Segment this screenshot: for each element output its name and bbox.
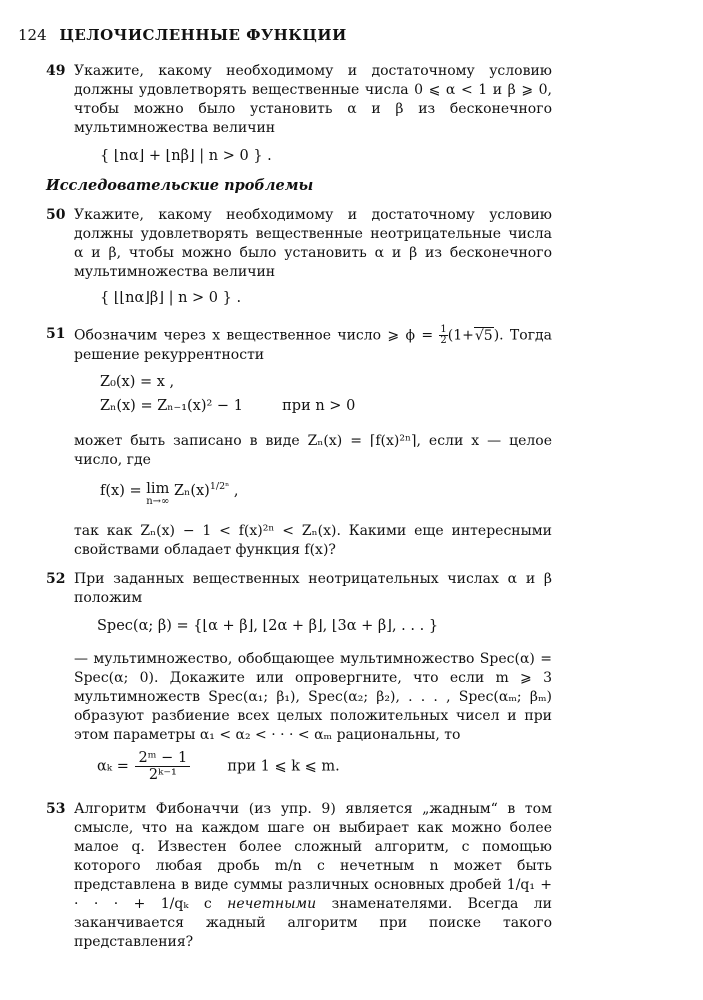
multiset-formula-49: { ⌊nα⌋ + ⌊nβ⌋ | n > 0 } . xyxy=(100,148,272,164)
alpha-fraction xyxy=(135,750,190,783)
exercise-text: так как Zₙ(x) − 1 < f(x)²ⁿ < Zₙ(x). Какими еще интересными свойствами обладает функция f(x)? xyxy=(74,523,552,558)
exercise-53 xyxy=(46,800,552,952)
text-part: (1+ xyxy=(447,327,474,344)
formula-exponent: 1/2ⁿ xyxy=(209,481,230,492)
lim-text: lim xyxy=(146,481,170,497)
limit-operator xyxy=(146,481,169,507)
exercise-number: 50 xyxy=(46,207,66,223)
alpha-condition: при 1 ⩽ k ⩽ m. xyxy=(227,758,340,775)
alpha-lhs: αₖ = xyxy=(97,758,134,775)
recurrence-equation: Zₙ(x) = Zₙ₋₁(x)² − 1 xyxy=(100,398,243,414)
exercise-number: 53 xyxy=(46,801,66,817)
exercise-52 xyxy=(46,570,552,608)
running-header xyxy=(18,26,347,44)
formula-lhs: f(x) = xyxy=(100,483,147,499)
multiset-formula-50: { ⌊⌊nα⌋β⌋ | n > 0 } . xyxy=(100,290,242,306)
emphasized-word: нечетными xyxy=(227,896,317,912)
page-number: 124 xyxy=(18,26,47,44)
exercise-text: — мультимножество, обобщающее мультимножество Spec(α) = Spec(α; 0). Докажите или опровергните, что если m ⩾ 3 мультимножеств Spec(α₁; β₁), Spec(α₂; β₂), . . . , Spec(αₘ; βₘ) образуют разбиение всех целых положительных чисел и при этом параметры α₁ < α₂ < · · · < αₘ рациональны, то xyxy=(74,651,552,743)
alpha-formula xyxy=(97,750,340,783)
exercise-49 xyxy=(46,62,552,138)
text-part: Обозначим через x вещественное число ⩾ ϕ = xyxy=(74,327,440,344)
sqrt-five: √5 xyxy=(474,327,493,344)
exercise-text xyxy=(74,800,552,952)
exercise-51-continued xyxy=(46,432,552,470)
fraction-denominator: 2ᵏ⁻¹ xyxy=(148,767,177,783)
one-half-fraction xyxy=(439,325,447,346)
text-part: Алгоритм Фибоначчи (из упр. 9) является „жадным“ в том смысле, что на каждом шаге он выбирает как можно более малое q. Известен более сложный алгоритм, с помощью которого любая дробь m/n с нечетным n может быть представлена в виде суммы различных основных дробей 1/q₁ + · · · + 1/qₖ с xyxy=(74,801,552,912)
recurrence-step xyxy=(100,398,355,414)
fraction-denominator: 2 xyxy=(440,335,447,346)
exercise-51 xyxy=(46,325,552,365)
exercise-text: Укажите, какому необходимому и достаточному условию должны удовлетворять вещественные числа 0 ⩽ α < 1 и β ⩾ 0, чтобы можно было установить α и β из бесконечного мультимножества величин xyxy=(74,63,552,136)
exercise-52-continued xyxy=(46,650,552,745)
exercise-number: 51 xyxy=(46,326,66,342)
spec-formula: Spec(α; β) = {⌊α + β⌋, ⌊2α + β⌋, ⌊3α + β⌋, . . . } xyxy=(97,618,439,634)
recurrence-condition: при n > 0 xyxy=(282,398,356,414)
exercise-text: При заданных вещественных неотрицательных числах α и β положим xyxy=(74,571,552,606)
exercise-50 xyxy=(46,206,552,282)
lim-subscript: n→∞ xyxy=(146,496,170,507)
exercise-text xyxy=(74,325,552,365)
exercise-number: 49 xyxy=(46,63,66,79)
formula-rhs: Zₙ(x) xyxy=(169,483,210,499)
exercise-text: Укажите, какому необходимому и достаточному условию должны удовлетворять вещественные неотрицательные числа α и β, чтобы можно было установить α и β из бесконечного мультимножества величин xyxy=(74,207,552,280)
limit-formula xyxy=(100,481,238,507)
text-part: знаменателями. Всегда ли заканчивается жадный алгоритм при поиске такого представления? xyxy=(74,896,552,950)
text-part: ). Тогда решение рекуррентности xyxy=(74,327,552,363)
chapter-title: ЦЕЛОЧИСЛЕННЫЕ ФУНКЦИИ xyxy=(59,26,347,44)
exercise-51-tail xyxy=(46,522,552,560)
exercise-text: может быть записано в виде Zₙ(x) = ⌈f(x)²ⁿ⌉, если x — целое число, где xyxy=(74,433,552,468)
section-subheading: Исследовательские проблемы xyxy=(46,177,314,194)
fraction-numerator: 1 xyxy=(440,324,447,335)
formula-tail: , xyxy=(229,483,239,499)
fraction-numerator: 2ᵐ − 1 xyxy=(135,750,190,767)
exercise-number: 52 xyxy=(46,571,66,587)
recurrence-base: Z₀(x) = x , xyxy=(100,374,175,390)
